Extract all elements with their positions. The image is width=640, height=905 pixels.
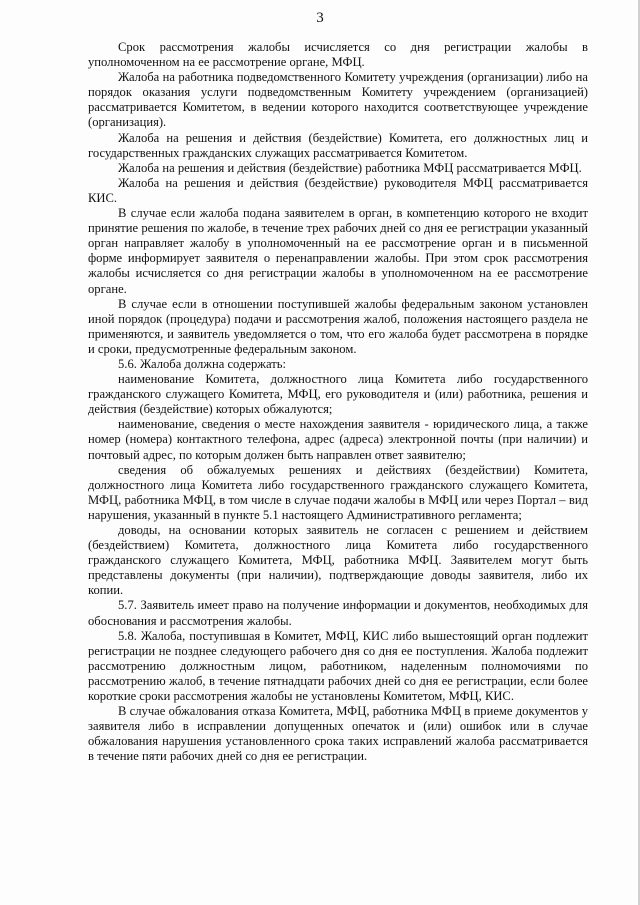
paragraph-requirement-contacts: наименование, сведения о месте нахождения заявителя - юридического лица, а также номер (номера) контактного телефона, адрес (адреса) электронной почты (при наличии) и почтовый адрес, по которым должен быть направлен ответ заявителю; (88, 417, 588, 462)
paragraph-mfc-head-complaint: Жалоба на решения и действия (бездействие) руководителя МФЦ рассматривается КИС. (88, 175, 588, 205)
paragraph-mfc-worker-complaint: Жалоба на решения и действия (бездействие) работника МФЦ рассматривается МФЦ. (118, 160, 582, 175)
paragraph-requirement-details: сведения об обжалуемых решениях и действиях (бездействии) Комитета, должностного лица Комитета либо государственного гражданского служащего Комитета, МФЦ, работника МФЦ, в том числе в случае подачи жалобы в МФЦ или через Портал – вид нарушения, указанный в пункте 5.1 настоящего Административного регламента; (88, 462, 588, 522)
paragraph-section-5-7: 5.7. Заявитель имеет право на получение информации и документов, необходимых для обоснования и рассмотрения жалобы. (88, 598, 588, 628)
paragraph-requirement-arguments: доводы, на основании которых заявитель не согласен с решением и действием (бездействием) Комитета, должностного лица Комитета либо государственного гражданского служащего Комитета, МФЦ, работника МФЦ. Заявителем могут быть представлены документы (при наличии), подтверждающие доводы заявителя, либо их копии. (88, 523, 588, 598)
paragraph-section-5-8: 5.8. Жалоба, поступившая в Комитет, МФЦ, КИС либо вышестоящий орган подлежит регистрации не позднее следующего рабочего дня со дня ее поступления. Жалоба подлежит рассмотрению должностным лицом, работником, наделенным полномочиями по рассмотрению жалоб, в течение пятнадцати рабочих дней со дня ее регистрации, если более короткие сроки рассмотрения жалобы не установлены Комитетом, МФЦ, КИС. (88, 628, 588, 704)
page-number: 3 (316, 10, 324, 26)
paragraph-subordinate-institution: Жалоба на работника подведомственного Комитету учреждения (организации) либо на порядок оказания услуги подведомственным Комитету учреждением (организацией) рассматривается Комитетом, в ведении которого находится соответствующее учреждение (организация). (88, 70, 588, 130)
paragraph-refusal-appeal: В случае обжалования отказа Комитета, МФЦ, работника МФЦ в приеме документов у заявителя либо в исправлении допущенных опечаток и (или) ошибок или в случае обжалования нарушения установленного срока таких исправлений жалоба рассматривается в течение пяти рабочих дней со дня ее регистрации. (88, 704, 588, 764)
paragraph-requirement-name: наименование Комитета, должностного лица Комитета либо государственного гражданского служащего Комитета, МФЦ, его руководителя и (или) работника, решения и действия (бездействие) которых обжалуются; (88, 372, 588, 417)
paragraph-redirect-complaint: В случае если жалоба подана заявителем в орган, в компетенцию которого не входит принятие решения по жалобе, в течение трех рабочих дней со дня ее регистрации указанный орган направляет жалобу в уполномоченный на ее рассмотрение орган и в письменной форме информирует заявителя о перенаправлении жалобы. При этом срок рассмотрения жалобы исчисляется со дня регистрации жалобы в уполномоченном на ее рассмотрение органе. (88, 206, 588, 296)
paragraph-federal-law-procedure: В случае если в отношении поступившей жалобы федеральным законом установлен иной порядок (процедура) подачи и рассмотрения жалоб, положения настоящего раздела не применяются, и заявитель уведомляется о том, что его жалоба будет рассмотрена в порядке и сроки, предусмотренные федеральным законом. (88, 296, 588, 356)
paragraph-committee-complaint: Жалоба на решения и действия (бездействие) Комитета, его должностных лиц и государственных гражданских служащих рассматривается Комитетом. (88, 130, 588, 160)
paragraph-section-5-6: 5.6. Жалоба должна содержать: (118, 356, 286, 371)
document-body (88, 40, 588, 765)
paragraph-review-period: Срок рассмотрения жалобы исчисляется со дня регистрации жалобы в уполномоченном на ее рассмотрение органе, МФЦ. (88, 40, 588, 70)
